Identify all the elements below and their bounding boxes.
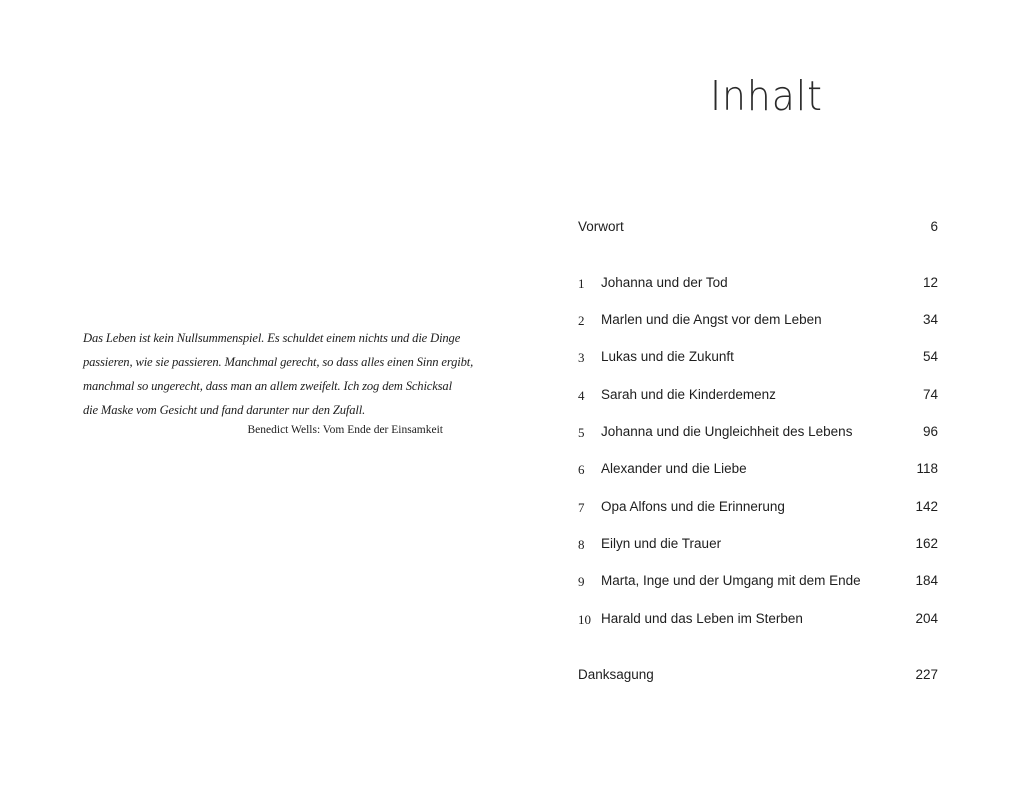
toc-entry-label: Danksagung <box>578 667 654 682</box>
toc-entry-label: Marlen und die Angst vor dem Leben <box>601 312 822 327</box>
toc-entry-page: 204 <box>915 611 938 626</box>
epigraph-source: Benedict Wells: Vom Ende der Einsamkeit <box>247 424 443 436</box>
toc-entry-page: 227 <box>915 667 938 682</box>
toc-entry-label: Eilyn und die Trauer <box>601 536 722 551</box>
toc-chapter-number: 6 <box>578 462 585 477</box>
epigraph-line: manchmal so ungerecht, dass man an allem zweifelt. Ich zog dem Schicksal <box>83 379 452 393</box>
toc-entry-page: 74 <box>922 387 938 402</box>
toc-entry-chapter[interactable] <box>578 496 938 518</box>
toc-entry-acknowledgements[interactable] <box>578 664 938 686</box>
toc-entry-chapter[interactable] <box>578 309 938 331</box>
toc-entry-chapter[interactable] <box>578 533 938 555</box>
toc-chapter-number: 1 <box>578 276 585 291</box>
toc-chapter-number: 5 <box>578 425 585 440</box>
toc-entry-page: 96 <box>922 424 938 439</box>
epigraph-line: passieren, wie sie passieren. Manchmal gerecht, so dass alles einen Sinn ergibt, <box>83 355 474 369</box>
toc-entry-page: 162 <box>915 536 938 551</box>
toc-entry-label: Opa Alfons und die Erinnerung <box>601 499 785 514</box>
toc-chapter-number: 8 <box>578 537 585 552</box>
toc-entry-label: Alexander und die Liebe <box>601 461 747 476</box>
toc-chapter-number: 2 <box>578 313 585 328</box>
toc-entry-page: 118 <box>916 461 938 476</box>
toc-entry-page: 142 <box>915 499 938 514</box>
toc-entry-chapter[interactable] <box>578 384 938 406</box>
epigraph <box>83 326 474 436</box>
toc-entry-label: Marta, Inge und der Umgang mit dem Ende <box>601 573 861 588</box>
toc-entry-page: 34 <box>922 312 938 327</box>
toc-entry-chapter[interactable] <box>578 570 938 592</box>
epigraph-line: die Maske vom Gesicht und fand darunter nur den Zufall. <box>83 403 366 417</box>
toc-chapter-number: 10 <box>578 612 591 627</box>
toc-chapter-number: 3 <box>578 350 585 365</box>
toc-entry-foreword[interactable] <box>578 216 938 238</box>
toc-chapter-number: 7 <box>578 500 585 515</box>
toc-entry-chapter[interactable] <box>578 608 938 630</box>
toc-entry-chapter[interactable] <box>578 458 938 480</box>
toc-entry-chapter[interactable] <box>578 421 938 443</box>
toc-chapter-number: 9 <box>578 574 585 589</box>
toc-entry-page: 12 <box>922 275 938 290</box>
toc-entry-page: 184 <box>915 573 938 588</box>
toc-entry-chapter[interactable] <box>578 346 938 368</box>
toc-entry-label: Sarah und die Kinderdemenz <box>601 387 776 402</box>
toc-chapter-number: 4 <box>578 388 585 403</box>
right-page <box>510 0 1020 793</box>
toc-entry-label: Lukas und die Zukunft <box>601 349 734 364</box>
toc-entry-label: Vorwort <box>578 219 624 234</box>
toc-entry-chapter[interactable] <box>578 272 938 294</box>
toc-title: Inhalt <box>710 72 823 120</box>
toc-entry-label: Johanna und der Tod <box>601 275 728 290</box>
toc-entry-page: 6 <box>930 219 938 234</box>
epigraph-line: Das Leben ist kein Nullsummenspiel. Es schuldet einem nichts und die Dinge <box>83 331 461 345</box>
toc-entry-label: Johanna und die Ungleichheit des Lebens <box>601 424 853 439</box>
toc-entry-label: Harald und das Leben im Sterben <box>601 611 803 626</box>
toc-entry-page: 54 <box>922 349 938 364</box>
